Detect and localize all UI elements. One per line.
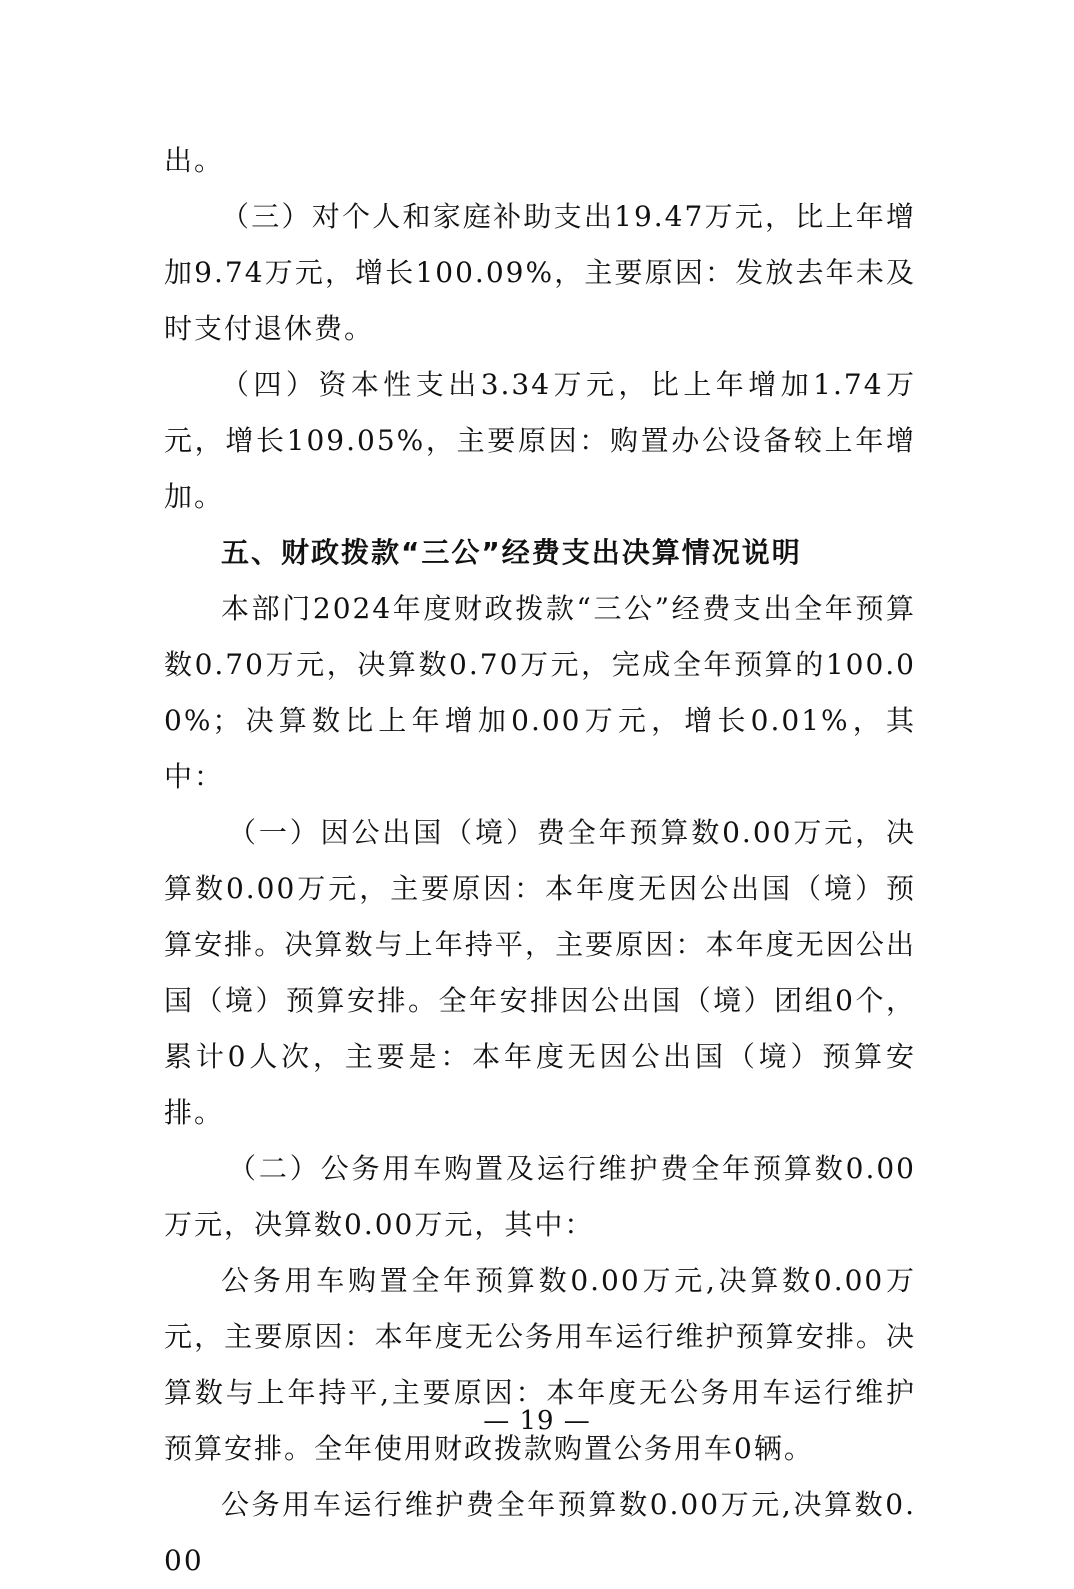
paragraph-overseas-travel: （一）因公出国（境）费全年预算数0.00万元，决算数0.00万元，主要原因：本年度无因公出国（境）预算安排。决算数与上年持平，主要原因：本年度无因公出国（境）预算安排。全年安排因公出国（境）团组0个，累计0人次，主要是：本年度无因公出国（境）预算安排。 — [164, 816, 916, 1129]
page-number: — 19 — — [483, 1406, 591, 1436]
section-heading-three-public-expenses: 五、财政拨款“三公”经费支出决算情况说明 — [221, 536, 802, 569]
paragraph-continuation: 出。 — [164, 144, 225, 177]
paragraph-official-vehicles: （二）公务用车购置及运行维护费全年预算数0.00万元，决算数0.00万元，其中： — [164, 1152, 916, 1241]
paragraph-vehicle-maintenance: 公务用车运行维护费全年预算数0.00万元,决算数0.00 — [164, 1488, 916, 1577]
paragraph-personal-family-subsidy: （三）对个人和家庭补助支出19.47万元，比上年增加9.74万元，增长100.09%，主要原因：发放去年未及时支付退休费。 — [164, 200, 916, 345]
paragraph-vehicle-purchase: 公务用车购置全年预算数0.00万元,决算数0.00万元，主要原因：本年度无公务用车运行维护预算安排。决算数与上年持平,主要原因：本年度无公务用车运行维护预算安排。全年使用财政拨款购置公务用车0辆。 — [164, 1264, 916, 1465]
paragraph-three-public-summary: 本部门2024年度财政拨款“三公”经费支出全年预算数0.70万元，决算数0.70万元，完成全年预算的100.00%；决算数比上年增加0.00万元，增长0.01%，其中： — [164, 592, 916, 793]
paragraph-capital-expenditure: （四）资本性支出3.34万元，比上年增加1.74万元，增长109.05%，主要原因：购置办公设备较上年增加。 — [164, 368, 916, 513]
document-body — [164, 133, 916, 1589]
